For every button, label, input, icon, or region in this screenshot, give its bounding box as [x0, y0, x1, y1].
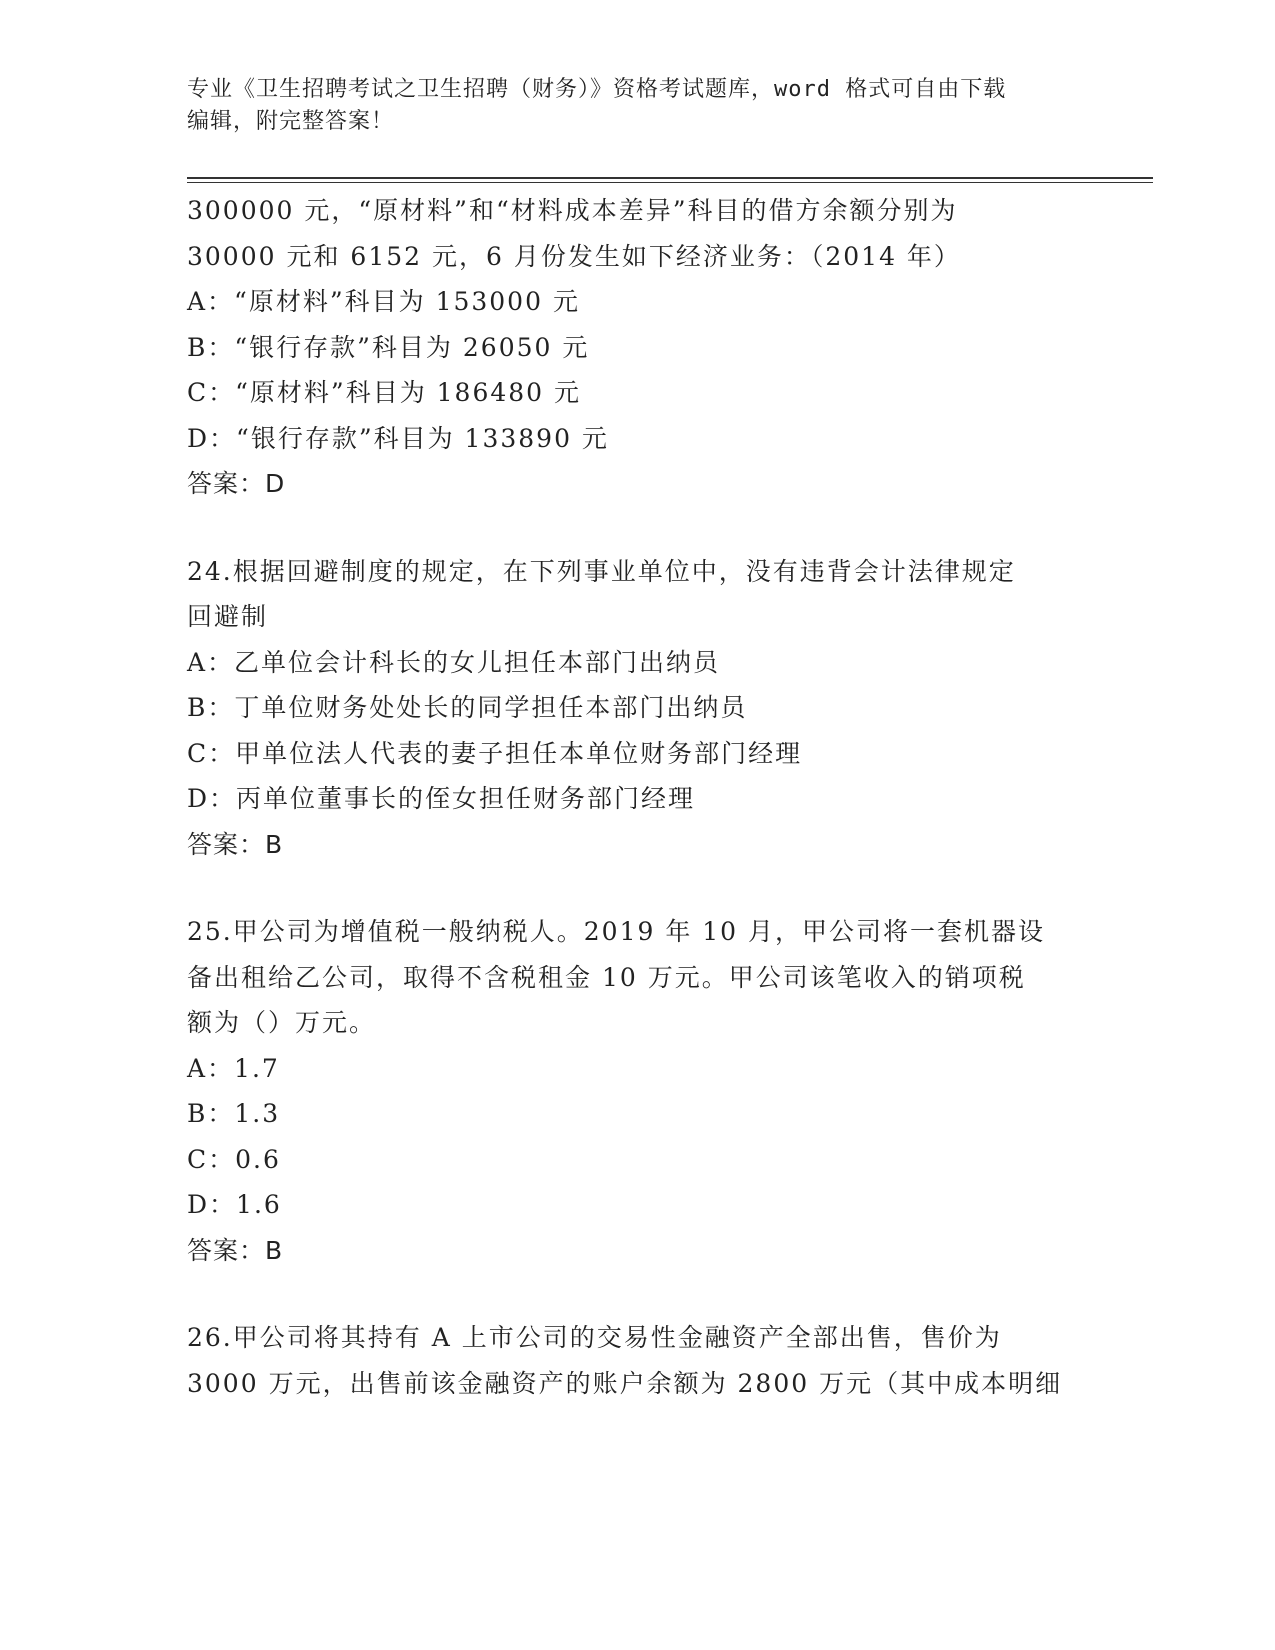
option-a: A：“原材料”科目为 153000 元 [187, 287, 580, 316]
question-stem-line: 30000 元和 6152 元，6 月份发生如下经济业务：（2014 年） [187, 241, 961, 271]
question-spacer [187, 507, 1087, 549]
option-c: C：“原材料”科目为 186480 元 [187, 378, 582, 407]
header-title-line-2: 编辑，附完整答案！ [187, 109, 395, 134]
question-stem-line: 26.甲公司将其持有 A 上市公司的交易性金融资产全部出售，售价为 [187, 1323, 1002, 1352]
option-b: B：1.3 [187, 1099, 281, 1128]
question-25 [187, 909, 1087, 1273]
option-c: C：甲单位法人代表的妻子担任本单位财务部门经理 [187, 738, 803, 768]
header-divider-thin [187, 182, 1153, 183]
question-stem-line: 回避制 [187, 602, 269, 631]
question-stem-line: 300000 元，“原材料”和“材料成本差异”科目的借方余额分别为 [187, 196, 958, 225]
question-26 [187, 1315, 1087, 1406]
option-a: A：1.7 [187, 1053, 280, 1083]
answer-line: 答案：D [187, 469, 286, 498]
option-b: B：丁单位财务处处长的同学担任本部门出纳员 [187, 693, 748, 722]
answer-line: 答案：B [187, 1235, 284, 1265]
question-24 [187, 549, 1087, 868]
option-c: C：0.6 [187, 1144, 281, 1174]
option-a: A：乙单位会计科长的女儿担任本部门出纳员 [187, 647, 721, 677]
question-stem-line: 25.甲公司为增值税一般纳税人。2019 年 10 月，甲公司将一套机器设 [187, 917, 1046, 946]
question-23 [187, 188, 1087, 507]
header-divider-thick [187, 177, 1153, 179]
question-spacer [187, 867, 1087, 909]
question-stem-line: 3000 万元，出售前该金融资产的账户余额为 2800 万元（其中成本明细 [187, 1368, 1063, 1398]
question-stem-line: 额为（）万元。 [187, 1008, 377, 1037]
question-stem-line: 24.根据回避制度的规定，在下列事业单位中，没有违背会计法律规定 [187, 556, 1016, 586]
option-d: D：“银行存款”科目为 133890 元 [187, 423, 609, 453]
document-body [187, 188, 1087, 1406]
question-stem-line: 备出租给乙公司，取得不含税租金 10 万元。甲公司该笔收入的销项税 [187, 962, 1026, 992]
header-title-line-1: 专业《卫生招聘考试之卫生招聘（财务）》资格考试题库，word 格式可自由下载 [187, 77, 1007, 102]
question-spacer [187, 1273, 1087, 1315]
option-d: D：1.6 [187, 1190, 282, 1219]
option-d: D：丙单位董事长的侄女担任财务部门经理 [187, 784, 696, 813]
document-header [187, 74, 1067, 138]
answer-line: 答案：B [187, 829, 284, 859]
option-b: B：“银行存款”科目为 26050 元 [187, 332, 590, 362]
